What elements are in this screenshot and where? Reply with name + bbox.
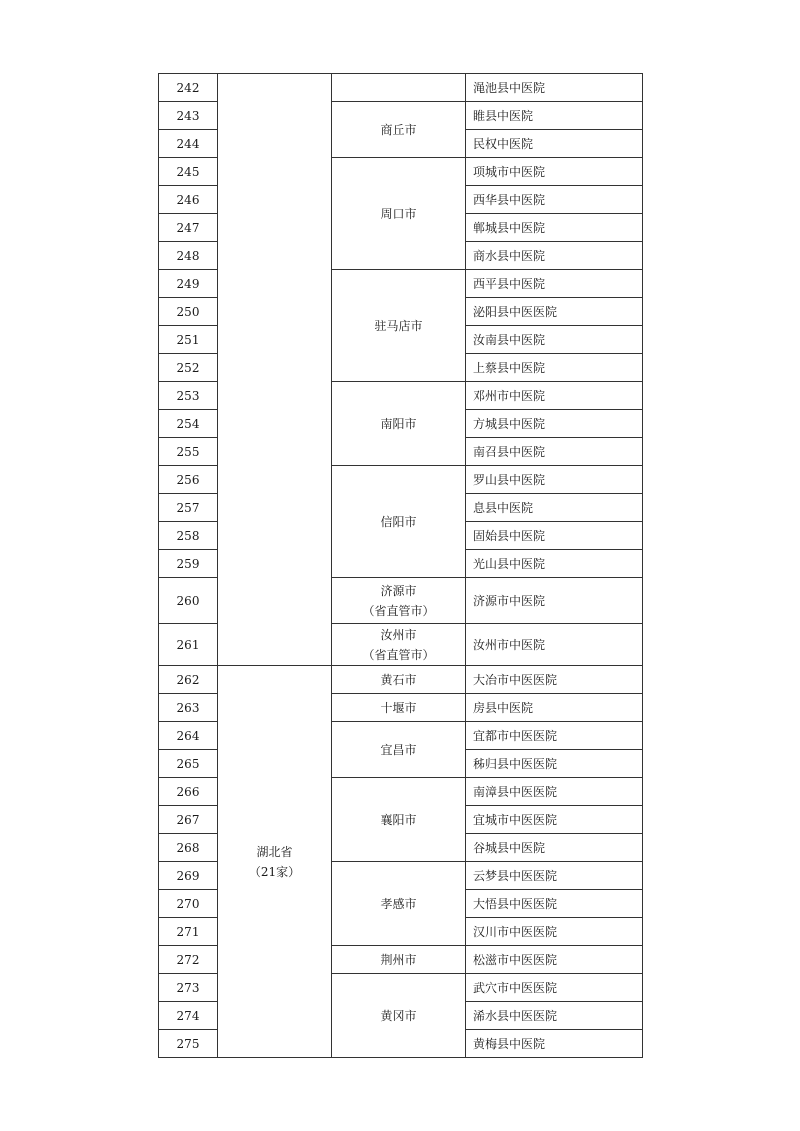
city-cell: 驻马店市 [332,270,466,382]
row-number: 275 [159,1030,218,1058]
hospital-name: 武穴市中医医院 [466,974,643,1002]
row-number: 267 [159,806,218,834]
city-cell: 十堰市 [332,694,466,722]
row-number: 253 [159,382,218,410]
row-number: 261 [159,624,218,666]
row-number: 260 [159,578,218,624]
row-number: 244 [159,130,218,158]
city-name: 汝州市 [380,627,417,642]
row-number: 264 [159,722,218,750]
hospital-name: 商水县中医院 [466,242,643,270]
hospital-name: 光山县中医院 [466,550,643,578]
row-number: 272 [159,946,218,974]
hospital-name: 大悟县中医医院 [466,890,643,918]
hospital-name: 汉川市中医医院 [466,918,643,946]
city-note: （省直管市） [362,647,435,662]
city-cell [332,624,466,666]
hospital-name: 项城市中医院 [466,158,643,186]
row-number: 263 [159,694,218,722]
hospital-name: 南漳县中医医院 [466,778,643,806]
table-row [159,666,643,694]
hospital-name: 松滋市中医医院 [466,946,643,974]
city-cell: 黄冈市 [332,974,466,1058]
row-number: 243 [159,102,218,130]
row-number: 242 [159,74,218,102]
province-count: （21家） [248,864,301,879]
hospital-name: 息县中医院 [466,494,643,522]
hospital-name: 方城县中医院 [466,410,643,438]
province-name: 湖北省 [256,844,293,859]
row-number: 247 [159,214,218,242]
city-cell-empty [332,74,466,102]
hospital-name: 济源市中医院 [466,578,643,624]
row-number: 262 [159,666,218,694]
hospital-name: 汝南县中医院 [466,326,643,354]
row-number: 270 [159,890,218,918]
row-number: 250 [159,298,218,326]
hospital-name: 固始县中医院 [466,522,643,550]
city-cell: 宜昌市 [332,722,466,778]
row-number: 252 [159,354,218,382]
hospital-name: 谷城县中医院 [466,834,643,862]
row-number: 257 [159,494,218,522]
row-number: 259 [159,550,218,578]
hospital-table [158,73,643,1058]
row-number: 249 [159,270,218,298]
hospital-name: 秭归县中医医院 [466,750,643,778]
hospital-name: 南召县中医院 [466,438,643,466]
table-row [159,74,643,102]
hospital-name: 西平县中医院 [466,270,643,298]
hospital-name: 渑池县中医院 [466,74,643,102]
hospital-name: 宜城市中医医院 [466,806,643,834]
row-number: 273 [159,974,218,1002]
hospital-name: 上蔡县中医院 [466,354,643,382]
hospital-name: 宜都市中医医院 [466,722,643,750]
province-cell-hubei [218,666,332,1058]
row-number: 269 [159,862,218,890]
row-number: 265 [159,750,218,778]
row-number: 271 [159,918,218,946]
hospital-name: 浠水县中医医院 [466,1002,643,1030]
row-number: 266 [159,778,218,806]
city-name: 济源市 [380,583,417,598]
row-number: 268 [159,834,218,862]
city-cell: 襄阳市 [332,778,466,862]
row-number: 274 [159,1002,218,1030]
province-cell-henan [218,74,332,666]
hospital-name: 睢县中医院 [466,102,643,130]
row-number: 248 [159,242,218,270]
hospital-name: 云梦县中医医院 [466,862,643,890]
hospital-name: 民权中医院 [466,130,643,158]
city-cell [332,578,466,624]
hospital-name: 黄梅县中医院 [466,1030,643,1058]
city-cell: 商丘市 [332,102,466,158]
row-number: 246 [159,186,218,214]
row-number: 254 [159,410,218,438]
hospital-name: 郸城县中医院 [466,214,643,242]
row-number: 255 [159,438,218,466]
row-number: 258 [159,522,218,550]
city-cell: 南阳市 [332,382,466,466]
city-cell: 黄石市 [332,666,466,694]
hospital-name: 大冶市中医医院 [466,666,643,694]
hospital-name: 汝州市中医院 [466,624,643,666]
row-number: 245 [159,158,218,186]
city-note: （省直管市） [362,603,435,618]
hospital-name: 泌阳县中医医院 [466,298,643,326]
row-number: 251 [159,326,218,354]
hospital-name: 邓州市中医院 [466,382,643,410]
city-cell: 信阳市 [332,466,466,578]
city-cell: 孝感市 [332,862,466,946]
hospital-name: 罗山县中医院 [466,466,643,494]
city-cell: 荆州市 [332,946,466,974]
city-cell: 周口市 [332,158,466,270]
hospital-name: 房县中医院 [466,694,643,722]
hospital-name: 西华县中医院 [466,186,643,214]
row-number: 256 [159,466,218,494]
